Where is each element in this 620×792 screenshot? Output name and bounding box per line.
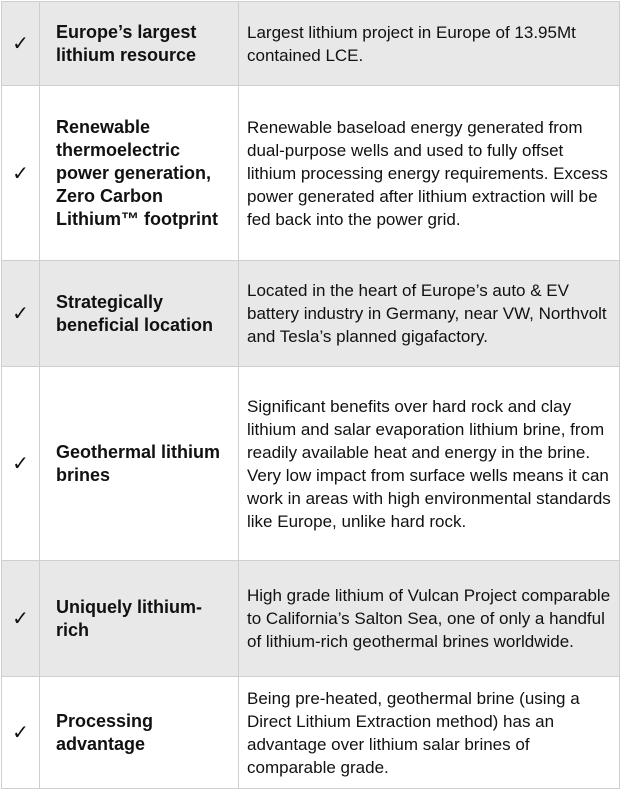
advantages-table <box>1 1 620 789</box>
row-title: Uniquely lithium-rich <box>40 561 239 677</box>
table-row <box>2 677 620 789</box>
checkmark-icon: ✓ <box>2 261 40 367</box>
table-row <box>2 561 620 677</box>
row-description: High grade lithium of Vulcan Project comparable to California’s Salton Sea, one of only a handful of lithium-rich geothermal brines worldwide. <box>239 561 620 677</box>
table-row <box>2 261 620 367</box>
table-row <box>2 2 620 86</box>
checkmark-icon: ✓ <box>2 367 40 561</box>
row-description: Largest lithium project in Europe of 13.95Mt contained LCE. <box>239 2 620 86</box>
row-description: Significant benefits over hard rock and clay lithium and salar evaporation lithium brine, from readily available heat and energy in the brine. Very low impact from surface wells means it can work in areas with high environmental standards like Europe, unlike hard rock. <box>239 367 620 561</box>
row-title: Renewable thermoelectric power generation, Zero Carbon Lithium™ footprint <box>40 86 239 261</box>
checkmark-icon: ✓ <box>2 2 40 86</box>
row-title: Geothermal lithium brines <box>40 367 239 561</box>
checkmark-icon: ✓ <box>2 86 40 261</box>
table-row <box>2 367 620 561</box>
row-description: Located in the heart of Europe’s auto & EV battery industry in Germany, near VW, Northvolt and Tesla’s planned gigafactory. <box>239 261 620 367</box>
row-title: Processing advantage <box>40 677 239 789</box>
row-title: Strategically beneficial location <box>40 261 239 367</box>
checkmark-icon: ✓ <box>2 561 40 677</box>
row-description: Renewable baseload energy generated from dual-purpose wells and used to fully offset lithium processing energy requirements. Excess power generated after lithium extraction will be fed back into the power grid. <box>239 86 620 261</box>
row-description: Being pre-heated, geothermal brine (using a Direct Lithium Extraction method) has an advantage over lithium salar brines of comparable grade. <box>239 677 620 789</box>
checkmark-icon: ✓ <box>2 677 40 789</box>
row-title: Europe’s largest lithium resource <box>40 2 239 86</box>
table-row <box>2 86 620 261</box>
